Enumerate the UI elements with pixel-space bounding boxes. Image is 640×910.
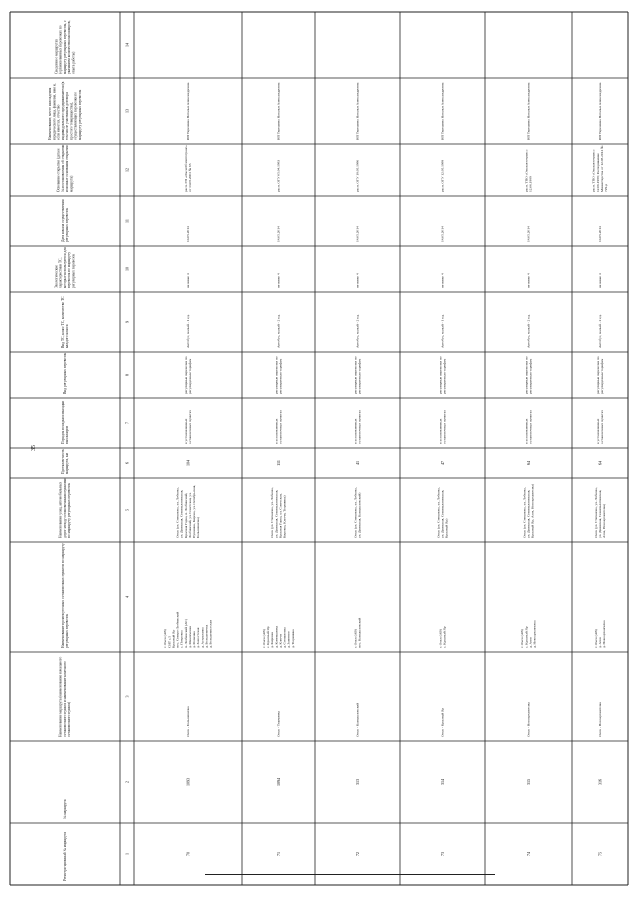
cell-eco-line: не ниже 4 xyxy=(355,273,360,288)
header-col-12-line: Основание открытия (дата и xyxy=(56,148,61,192)
cell-type-line: регулируемым тарифам xyxy=(278,358,283,394)
cell-name-line: Омск - Камышловский xyxy=(355,702,360,737)
header-col-14-line: опыта работы) xyxy=(71,51,76,74)
bottom-rule xyxy=(205,874,495,875)
cell-stops-line: г. Омск (АВ) xyxy=(261,629,266,648)
cell-name-line: Омск - Тюрмянка xyxy=(276,710,281,737)
cell-eco xyxy=(276,273,280,288)
header-col-4 xyxy=(61,543,69,648)
header-col-12-line: № постановления об открытии xyxy=(60,144,65,192)
header-col-13-line: простого товарищества), xyxy=(69,102,74,140)
cell-type xyxy=(274,356,282,394)
cell-length: 47 xyxy=(440,461,445,465)
cell-streets-line: Омск (ул. Степанова, ул. Лобкова, xyxy=(436,487,441,538)
cell-stops-line: г. Омск (АВ) xyxy=(520,629,525,648)
table-grid xyxy=(10,12,628,885)
cell-type-line: регулярные перевозки по xyxy=(438,356,443,394)
cell-streets xyxy=(270,487,287,538)
cell-boarding-line: остановочных пунктах xyxy=(278,409,283,444)
cell-num: 314 xyxy=(440,779,445,785)
header-col-9-line: Вид ТС, класс ТС, количество ТС xyxy=(60,296,65,348)
cell-eco xyxy=(526,273,530,288)
cell-name xyxy=(440,708,444,737)
cell-type xyxy=(184,356,192,394)
cell-boarding-line: остановочных пунктах xyxy=(357,409,362,444)
cell-name-line: Омск - Новоархангелка xyxy=(597,702,602,737)
cell-basis-line: 12.06.1989; Распоряжение xyxy=(595,153,600,192)
cell-boarding xyxy=(274,410,282,444)
cell-start xyxy=(276,226,280,242)
header-col-13-line: юридического лица, фамилия, имя и, xyxy=(52,83,57,140)
cell-basis xyxy=(276,160,280,192)
column-number: 12 xyxy=(124,168,130,172)
cell-reg: 75 xyxy=(597,852,603,856)
cell-type xyxy=(353,356,361,394)
cell-stops-line: д. Фоменка xyxy=(192,631,197,648)
header-col-5-line: дорог между остановочными пунктами xyxy=(62,477,67,538)
cell-stops-line: с. Красный Яр xyxy=(442,626,447,648)
cell-reg: 73 xyxy=(440,852,445,856)
header-col-4-line: регулярных перевозок xyxy=(65,613,70,648)
cell-name xyxy=(276,710,280,737)
header-col-13-line: если имеется, отчество xyxy=(56,104,61,140)
header-col-6-line: маршрута, км xyxy=(65,453,70,474)
cell-stops-line: д. Замостская xyxy=(196,627,201,648)
header-col-10-line: Экологические xyxy=(54,264,59,288)
cell-length: 64 xyxy=(597,461,603,465)
cell-stops-line: д. Степановка xyxy=(282,627,287,648)
column-number: 14 xyxy=(124,43,130,47)
cell-basis-line: от 13.08.2003 № 65 xyxy=(187,163,192,192)
cell-carrier xyxy=(355,82,359,140)
cell-streets-line: Пушкина, Кирова, ул. Октябрьская, xyxy=(192,484,197,538)
page-number: 35 xyxy=(31,445,37,451)
cell-carrier xyxy=(186,82,190,140)
cell-streets-line: ул. Двинская, Камышловский) xyxy=(357,492,362,538)
header-col-12 xyxy=(57,145,74,192)
cell-type xyxy=(524,356,532,394)
cell-boarding xyxy=(184,410,192,444)
header-col-6-line: Протяжен-ность xyxy=(60,448,65,474)
cell-stops-line: г. Омск (АВ) xyxy=(438,629,443,648)
cell-stops-line: д. Азов xyxy=(528,637,533,648)
header-col-5-line: по маршруту регулярных перевозок xyxy=(67,483,72,538)
column-number: 5 xyxy=(124,509,130,511)
column-number: 2 xyxy=(124,781,130,783)
cell-vehicles-line: Автобус, малый - 1 ед. xyxy=(440,314,445,348)
cell-basis xyxy=(592,145,608,192)
cell-vehicles xyxy=(186,314,191,348)
cell-type-line: регулируемым тарифам xyxy=(357,358,362,394)
cell-reg: 72 xyxy=(355,852,360,856)
header-col-13-line: индивидуального предпринимателя (в xyxy=(60,81,65,140)
cell-carrier-line: ИП Терешина Наталья Александровна xyxy=(526,82,531,140)
cell-streets-line: Красная Горка, п. Любинский, xyxy=(183,492,188,538)
cell-vehicles-line: Автобус, малый - 1 ед. xyxy=(185,314,190,348)
cell-num: 316 xyxy=(597,779,603,785)
cell-streets-line: Омск (ул. Степанова, ул. Лобкова, xyxy=(175,487,180,538)
cell-stops-line: с. Красный Яр xyxy=(266,626,271,648)
cell-eco-line: не ниже 4 xyxy=(440,273,445,288)
cell-eco-line: не ниже 4 xyxy=(526,273,531,288)
cell-basis-line: расп. ГП «ОмскОблАвтотранс» xyxy=(183,145,188,192)
cell-vehicles-line: Автобус, малый - 2 ед. xyxy=(276,314,281,348)
header-col-10-line: перевозок по маршруту xyxy=(67,251,72,288)
header-col-2 xyxy=(63,799,67,819)
cell-length: 41 xyxy=(355,461,360,465)
cell-eco xyxy=(440,273,444,288)
header-col-13-line: маршруту регулярных перевозок xyxy=(77,89,82,140)
header-col-14-line: указанием количества пассажиров, xyxy=(67,20,72,74)
cell-vehicles-line: Автобус, малый - 2 ед. xyxy=(526,314,531,348)
cell-streets-line: Омск (ул. Степанова, ул. Лобкова, xyxy=(522,487,527,538)
cell-stops-line: с. Красный Яр xyxy=(524,626,529,648)
header-col-8 xyxy=(63,353,67,394)
cell-start-line: 14.05.2014 xyxy=(440,226,445,242)
cell-stops-line: д. Новоархангелка xyxy=(532,620,537,648)
cell-streets-line: Омск (ул. Степанова, ул. Лобкова, xyxy=(353,487,358,538)
header-col-1-line: Регистра-ционный № маршрута xyxy=(62,832,67,881)
cell-type-line: регулярные перевозки по xyxy=(524,356,529,394)
cell-start-line: 14.05.2014 xyxy=(355,226,360,242)
cell-stops-line: д. Большевичка xyxy=(204,624,209,648)
cell-boarding-line: в установленных xyxy=(595,418,600,444)
cell-boarding-line: в установленных xyxy=(183,418,188,444)
cell-streets-line: Красная Горка, ул. Советская, xyxy=(278,493,283,538)
cell-streets xyxy=(353,487,362,538)
cell-basis xyxy=(524,149,532,192)
cell-stops-line: д. Тюрмянка xyxy=(290,629,295,648)
cell-streets-line: ул. Двинская, Семипалатинская, xyxy=(274,489,279,538)
header-col-3-line: остановочного пункта и наименование конечного xyxy=(62,661,67,737)
cell-name xyxy=(355,703,359,737)
cell-carrier-line: ИП Терешина Наталья Александровна xyxy=(276,82,281,140)
cell-boarding xyxy=(596,410,604,444)
cell-carrier-line: ИП Терешина Наталья Александровна xyxy=(597,82,602,140)
header-col-5 xyxy=(59,478,71,538)
cell-stops-line: г. Омск (АВ) xyxy=(593,629,598,648)
cell-streets xyxy=(436,487,448,538)
cell-type-line: регулируемым тарифам xyxy=(599,358,604,394)
cell-streets-line: ул. Двинская, Семипалатинская, xyxy=(597,489,602,538)
cell-stops-line: г. Омск (АВ) xyxy=(163,629,168,648)
cell-num: 315 xyxy=(526,779,531,785)
header-col-7-line: пассажиров xyxy=(65,425,70,444)
cell-boarding xyxy=(524,410,532,444)
cell-start xyxy=(526,226,530,242)
cell-streets-line: Красный Яр, Азов, Новоархангелка) xyxy=(530,483,535,538)
cell-vehicles xyxy=(276,314,281,348)
cell-basis xyxy=(355,160,359,192)
cell-name xyxy=(526,702,530,737)
cell-vehicles-line: Автобус, малый - 2 ед. xyxy=(597,314,602,348)
cell-type-line: регулируемым тарифам xyxy=(528,358,533,394)
cell-stops-line: пос. Камышловский xyxy=(357,617,362,648)
cell-num: 1094 xyxy=(276,778,281,786)
cell-stops xyxy=(262,625,295,648)
cell-type-line: регулярные перевозки по xyxy=(274,356,279,394)
cell-boarding-line: остановочных пунктах xyxy=(599,409,604,444)
cell-stops xyxy=(438,626,446,648)
cell-stops xyxy=(163,612,212,648)
cell-stops-line: д. Ключи xyxy=(278,634,283,648)
cell-name xyxy=(598,702,602,737)
header-col-14-line: (организованных перевозках по xyxy=(58,25,63,74)
cell-start xyxy=(440,226,444,242)
cell-start xyxy=(598,226,602,242)
header-col-13-line: осуществляющих перевозки по xyxy=(73,91,78,140)
column-number: 1 xyxy=(124,853,130,855)
cell-basis-line: расп. ТПО «Омскавтотранс» xyxy=(591,149,596,192)
cell-stops xyxy=(594,620,606,648)
cell-stops-line: д. Новоархангелка xyxy=(602,620,607,648)
cell-name-line: Омск - Новоархангелка xyxy=(526,702,531,737)
cell-basis-line: 12.06.1989 xyxy=(528,176,533,192)
cell-carrier xyxy=(276,82,280,140)
cell-basis-line: расп. ОГУ 05.04.1983 xyxy=(276,159,281,192)
header-col-3 xyxy=(59,656,71,737)
cell-stops xyxy=(520,620,536,648)
cell-reg: 71 xyxy=(276,852,281,856)
cell-vehicles xyxy=(598,314,603,348)
cell-vehicles xyxy=(440,314,445,348)
cell-num: 313 xyxy=(355,779,360,785)
cell-streets-line: ул. Двинская, Семипалатинская, xyxy=(179,489,184,538)
cell-streets-line: Красный Яр) xyxy=(444,518,449,538)
column-number: 3 xyxy=(124,695,130,698)
header-col-4-line: Наименование промежуточных остановочных пунктов по маршруту xyxy=(60,543,65,648)
column-number: 13 xyxy=(124,109,130,113)
cell-carrier xyxy=(440,82,444,140)
cell-stops-line: д. Большевистская xyxy=(208,620,213,648)
cell-start-line: 14.05.2014 xyxy=(276,226,281,242)
header-col-7 xyxy=(61,401,69,444)
header-col-3-line: остановочного пункта) xyxy=(67,701,72,737)
header-col-14-line: Сведения о маршрутах xyxy=(54,38,59,74)
cell-stops-line: д. Кировка xyxy=(270,631,275,648)
cell-streets-line: Любинский, ул. Советская, ул. xyxy=(187,492,192,538)
cell-streets-line: Омск (ул. Степанова, ул. Лобкова, xyxy=(593,487,598,538)
cell-stops-line: п. Любинский (АС) xyxy=(183,618,188,648)
header-col-11-line: регулярных перевозок xyxy=(65,207,70,242)
cell-length: 111 xyxy=(276,460,281,466)
cell-boarding-line: остановочных пунктах xyxy=(187,409,192,444)
header-col-14-line: маршруту регулярных перевозок, с xyxy=(62,20,67,74)
header-col-9-line: каждого класса xyxy=(65,324,70,348)
cell-streets xyxy=(594,487,607,538)
cell-type-line: регулярные перевозки по xyxy=(595,356,600,394)
cell-start xyxy=(186,226,190,242)
cell-vehicles xyxy=(526,314,531,348)
cell-type-line: регулируемым тарифам xyxy=(442,358,447,394)
cell-eco-line: не ниже 4 xyxy=(597,273,602,288)
cell-name xyxy=(186,706,190,737)
header-col-13 xyxy=(48,81,82,140)
header-col-10-line: характеристики ТС, xyxy=(58,257,63,288)
cell-boarding-line: в установленных xyxy=(274,418,279,444)
column-number: 8 xyxy=(124,374,130,376)
header-col-11-line: Дата начала осуществления xyxy=(60,199,65,242)
header-col-12-line: маршрута) xyxy=(69,175,74,192)
cell-boarding xyxy=(353,410,361,444)
cell-reg: 70 xyxy=(185,852,191,856)
cell-stops-line: д. Астраханка xyxy=(200,627,205,648)
header-col-10-line: регулярных перевозок xyxy=(71,253,76,288)
column-number: 7 xyxy=(124,422,130,424)
cell-type xyxy=(596,356,604,394)
cell-vehicles xyxy=(355,314,360,348)
cell-eco-line: не ниже 4 xyxy=(276,273,281,288)
cell-carrier-line: ИП Терешина Наталья Александровна xyxy=(440,82,445,140)
cell-boarding-line: в установленных xyxy=(524,418,529,444)
cell-basis xyxy=(184,145,192,192)
cell-boarding-line: в установленных xyxy=(353,418,358,444)
cell-length: 64 xyxy=(526,461,531,465)
cell-length: 104 xyxy=(185,460,191,466)
cell-basis-line: расп. ТПО «Омскавтотранс» xyxy=(524,149,529,192)
cell-type xyxy=(438,356,446,394)
cell-boarding-line: остановочных пунктах xyxy=(528,409,533,444)
cell-reg: 74 xyxy=(526,852,531,856)
cell-type-line: регулярные перевозки по xyxy=(183,356,188,394)
header-col-6 xyxy=(61,449,70,474)
cell-basis xyxy=(440,160,444,192)
header-col-12-line: или иные основания открытия xyxy=(65,145,70,192)
cell-stops-line: г. Омск (АВ) xyxy=(353,629,358,648)
cell-vehicles-line: Автобус, малый - 2 ед. xyxy=(355,314,360,348)
cell-stops-line: с. Покровка xyxy=(179,630,184,648)
column-number: 6 xyxy=(124,462,130,464)
cell-streets-line: Омск (ул. Степанова, ул. Лобкова, xyxy=(270,487,275,538)
column-number: 9 xyxy=(124,321,130,323)
cell-stops xyxy=(353,618,361,648)
cell-basis-line: расп. ОГУ 12.05.1989 xyxy=(440,159,445,192)
column-number: 4 xyxy=(124,596,130,598)
header-col-8-line: Вид регулярных перевозок xyxy=(62,352,67,394)
cell-num: 1093 xyxy=(185,778,191,786)
header-col-2-line: № маршрута xyxy=(62,799,67,819)
header-col-14 xyxy=(54,20,75,74)
cell-streets-line: Большевичка) xyxy=(196,517,201,538)
header-col-13-line: том числе участников договора xyxy=(65,92,70,140)
cell-stops-line: д. Максимовка xyxy=(187,625,192,648)
cell-basis-line: расп. ОГУ 18.05.1986 xyxy=(355,159,360,192)
header-col-3-line: Наименование маршрута (наименование начального xyxy=(58,656,63,737)
cell-carrier xyxy=(598,82,602,140)
header-col-9 xyxy=(61,296,69,348)
cell-stops-line: д. Заветное xyxy=(286,631,291,648)
column-number: 10 xyxy=(124,267,130,271)
cell-start-line: 14.05.2014 xyxy=(526,226,531,242)
header-col-7-line: Порядок посадки и высадки xyxy=(60,400,65,444)
cell-eco xyxy=(598,273,602,288)
cell-carrier-line: ИП Терешина Наталья Александровна xyxy=(185,82,190,140)
cell-stops-line: д. Коневшинка xyxy=(274,625,279,648)
cell-type-line: регулируемым тарифам xyxy=(187,358,192,394)
cell-streets-line: ул. Двинская, Семипалатинская, xyxy=(440,489,445,538)
cell-stops-line: д. Азов xyxy=(597,637,602,648)
cell-start-line: 14.05.2014 xyxy=(597,226,602,242)
cell-eco xyxy=(186,273,190,288)
header-col-13-line: Наименование, место нахождения xyxy=(48,87,53,140)
header-col-10 xyxy=(54,247,75,288)
cell-start-line: 14.05.2014 xyxy=(185,226,190,242)
cell-start xyxy=(355,226,359,242)
cell-eco-line: не ниже 4 xyxy=(185,273,190,288)
cell-eco xyxy=(355,273,359,288)
cell-stops-line: Красный Яр xyxy=(171,629,176,648)
cell-boarding-line: в установленных xyxy=(438,418,443,444)
cell-type-line: регулярные перевозки по xyxy=(353,356,358,394)
header-col-1 xyxy=(63,832,67,881)
column-number: 11 xyxy=(124,219,130,223)
cell-basis-line: Министерства от 12.08.2014 № xyxy=(599,145,604,192)
cell-name-line: Омск - Большевичка xyxy=(185,706,190,737)
cell-streets-line: ул. Двинская, Семипалатинская, xyxy=(526,489,531,538)
cell-streets xyxy=(176,485,201,538)
cell-carrier-line: ИП Терешина Наталья Александровна xyxy=(355,82,360,140)
cell-basis-line: 729-р xyxy=(604,183,609,192)
cell-streets-line: Кировка, Ключи, Тюрмянка) xyxy=(282,495,287,538)
cell-streets xyxy=(522,483,535,538)
cell-stops-line: СНТ с.5 xyxy=(167,635,172,648)
cell-name-line: Омск - Красный Яр xyxy=(440,707,445,737)
header-col-10-line: которые используются для xyxy=(62,247,67,288)
header-col-5-line: Наименование улиц, автомобильных xyxy=(58,481,63,538)
cell-carrier xyxy=(526,82,530,140)
cell-streets-line: Азов, Новоархангелка) xyxy=(602,503,607,538)
cell-boarding-line: остановочных пунктах xyxy=(442,409,447,444)
cell-boarding xyxy=(438,410,446,444)
cell-stops-line: пос. Северо-Любинский xyxy=(175,611,180,648)
header-col-11 xyxy=(61,199,69,242)
